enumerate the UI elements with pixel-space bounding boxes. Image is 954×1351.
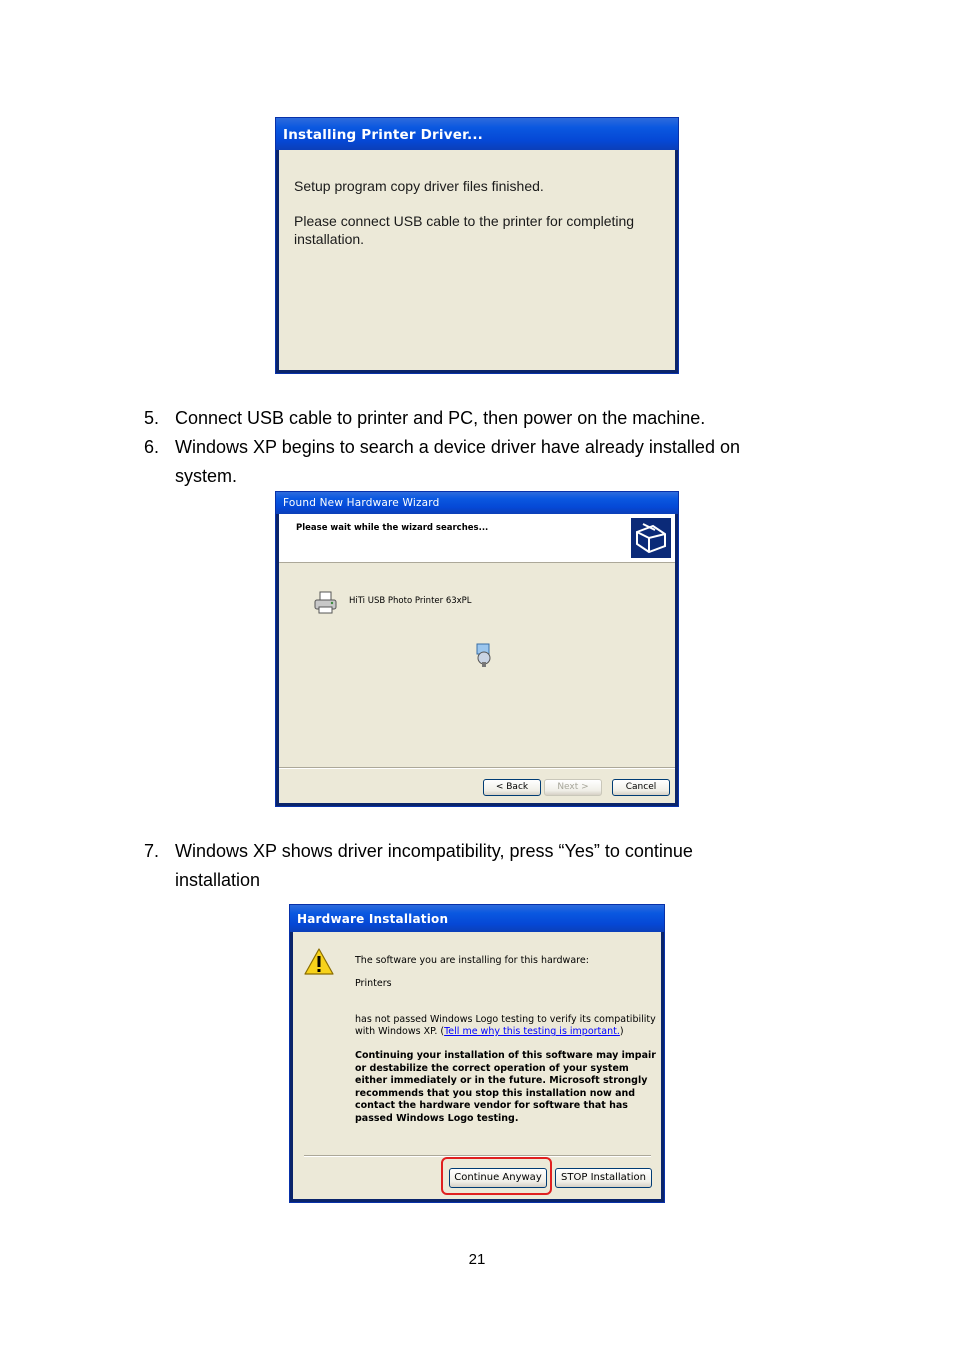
dialog-body bbox=[293, 932, 661, 1199]
hardware-installation-dialog bbox=[289, 904, 665, 1203]
instruction-line-2: installation. bbox=[294, 231, 365, 247]
hardware-wizard-icon bbox=[631, 518, 671, 558]
printer-icon bbox=[313, 590, 339, 616]
footer-separator bbox=[279, 767, 675, 769]
step-text-continued: installation bbox=[175, 870, 261, 890]
why-testing-link[interactable]: Tell me why this testing is important. bbox=[444, 1026, 620, 1037]
warning-line: Continuing your installation of this software may impair bbox=[355, 1050, 656, 1061]
stop-installation-button[interactable]: STOP Installation bbox=[555, 1168, 652, 1188]
device-name: HiTi USB Photo Printer 63xPL bbox=[349, 596, 472, 606]
step-7 bbox=[144, 837, 844, 895]
dialog-body bbox=[279, 150, 675, 370]
logo-test-text-continued bbox=[355, 1026, 624, 1039]
step-6 bbox=[144, 433, 844, 491]
step-text: Windows XP begins to search a device driver have already installed on bbox=[175, 437, 740, 457]
warning-icon bbox=[304, 947, 334, 977]
status-message: Setup program copy driver files finished. bbox=[294, 178, 544, 194]
step-text: Windows XP shows driver incompatibility, press “Yes” to continue bbox=[175, 841, 693, 861]
text-fragment: with Windows XP. ( bbox=[355, 1026, 445, 1037]
installing-printer-driver-dialog bbox=[275, 117, 679, 374]
logo-test-text: has not passed Windows Logo testing to verify its compatibility bbox=[355, 1014, 656, 1025]
step-text: Connect USB cable to printer and PC, then power on the machine. bbox=[175, 408, 706, 428]
step-number: 6. bbox=[144, 437, 160, 457]
warning-line: contact the hardware vendor for software that has bbox=[355, 1100, 628, 1111]
dialog-title: Hardware Installation bbox=[290, 905, 664, 932]
page-number: 21 bbox=[468, 1251, 486, 1268]
search-animation-icon bbox=[473, 642, 495, 668]
wizard-header-text: Please wait while the wizard searches... bbox=[296, 523, 489, 533]
instruction-line-1: Please connect USB cable to the printer for completing bbox=[294, 213, 635, 229]
wizard-header bbox=[279, 514, 675, 563]
found-new-hardware-wizard bbox=[275, 491, 679, 807]
warning-line: recommends that you stop this installation now and bbox=[355, 1087, 636, 1099]
step-number: 5. bbox=[144, 408, 160, 428]
back-button[interactable]: < Back bbox=[483, 779, 541, 796]
text-fragment: ) bbox=[619, 1026, 624, 1037]
dialog-title: Installing Printer Driver... bbox=[276, 118, 678, 150]
warning-line: passed Windows Logo testing. bbox=[355, 1112, 519, 1124]
hardware-class: Printers bbox=[355, 978, 392, 989]
wizard-body bbox=[279, 514, 675, 803]
warning-paragraph bbox=[355, 1050, 656, 1125]
step-number: 7. bbox=[144, 841, 160, 861]
intro-text: The software you are installing for this hardware: bbox=[355, 955, 589, 966]
cancel-button[interactable]: Cancel bbox=[612, 779, 670, 796]
warning-line: either immediately or in the future. Microsoft strongly bbox=[355, 1075, 648, 1086]
continue-anyway-button[interactable]: Continue Anyway bbox=[449, 1168, 547, 1188]
step-text-continued: system. bbox=[175, 466, 238, 486]
warning-line: or destabilize the correct operation of your system bbox=[355, 1062, 629, 1074]
next-button[interactable]: Next > bbox=[544, 779, 602, 796]
dialog-title: Found New Hardware Wizard bbox=[276, 492, 678, 514]
